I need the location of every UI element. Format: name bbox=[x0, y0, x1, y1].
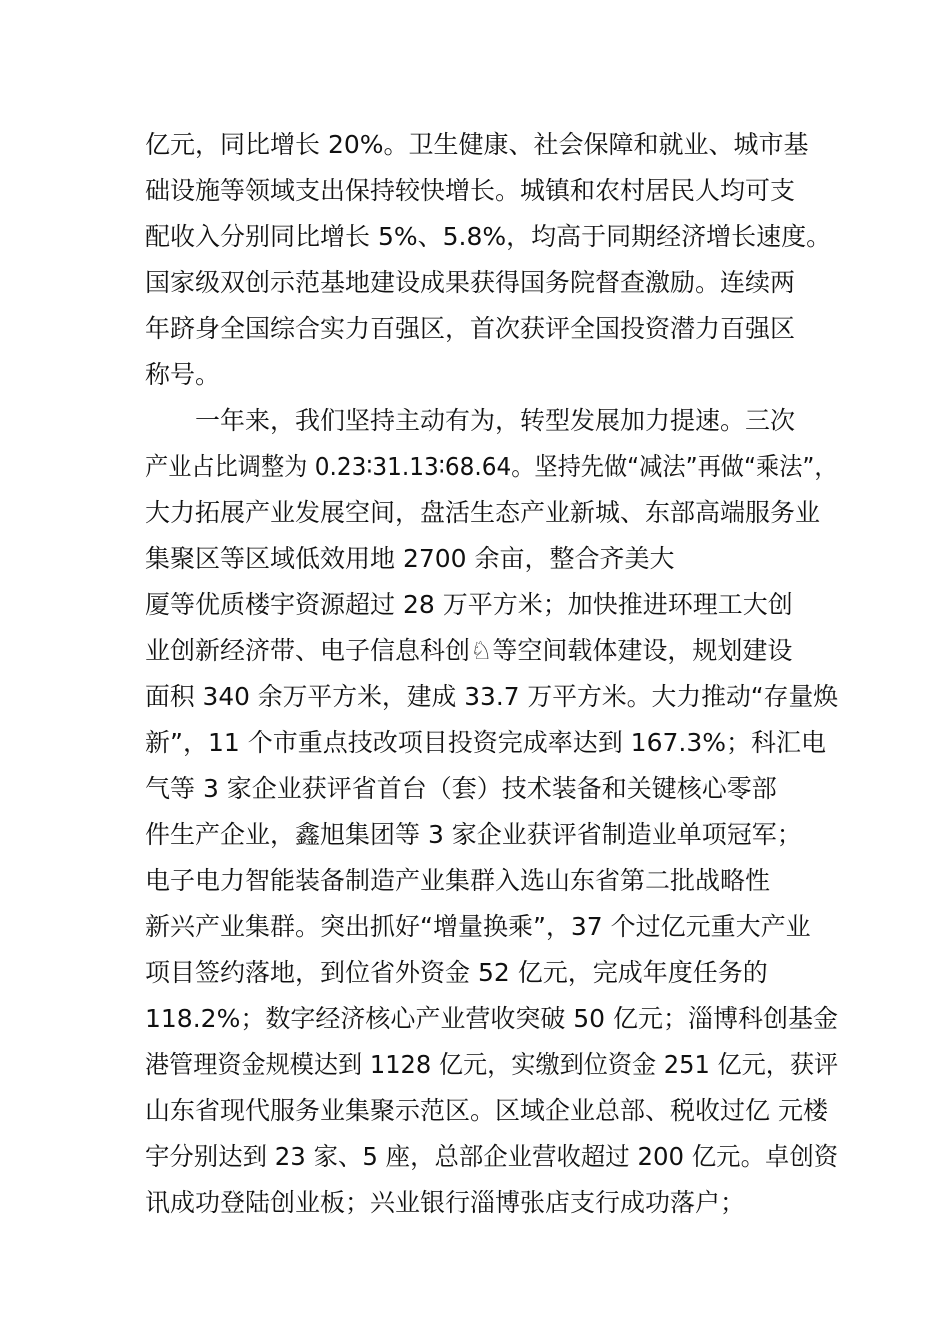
text-line: 集聚区等区域低效用地 2700 余亩，整合齐美大 bbox=[145, 544, 675, 573]
text-line: 础设施等领域支出保持较快增长。城镇和农村居民人均可支 bbox=[145, 176, 796, 205]
text-line: 新兴产业集群。突出抓好“增量换乘”，37 个过亿元重大产业 bbox=[145, 912, 811, 941]
paragraph-first-line: 一年来，我们坚持主动有为，转型发展加力提速。三次 bbox=[195, 406, 796, 435]
text-line: 大力拓展产业发展空间，盘活生态产业新城、东部高端服务业 bbox=[145, 498, 821, 527]
text-line: 业创新经济带、电子信息科创♘等空间载体建设，规划建设 bbox=[145, 636, 793, 665]
text-line: 气等 3 家企业获评省首台（套）技术装备和关键核心零部 bbox=[145, 774, 777, 803]
text-line: 山东省现代服务业集聚示范区。区域企业总部、税收过亿 元楼 bbox=[145, 1096, 828, 1125]
text-line: 宇分别达到 23 家、5 座，总部企业营收超过 200 亿元。卓创资 bbox=[145, 1142, 839, 1171]
text-line: 厦等优质楼宇资源超过 28 万平方米；加快推进环理工大创 bbox=[145, 590, 793, 619]
text-line: 电子电力智能装备制造产业集群入选山东省第二批战略性 bbox=[145, 866, 771, 895]
text-line: 年跻身全国综合实力百强区，首次获评全国投资潜力百强区 bbox=[145, 314, 796, 343]
text-line: 港管理资金规模达到 1128 亿元，实缴到位资金 251 亿元，获评 bbox=[145, 1050, 839, 1079]
text-line: 亿元，同比增长 20%。卫生健康、社会保障和就业、城市基 bbox=[145, 130, 809, 159]
text-line: 项目签约落地，到位省外资金 52 亿元，完成年度任务的 bbox=[145, 958, 768, 987]
text-line: 称号。 bbox=[145, 360, 221, 389]
text-line: 面积 340 余万平方米，建成 33.7 万平方米。大力推动“存量焕 bbox=[145, 682, 839, 711]
text-line: 产业占比调整为 0.23∶31.13∶68.64。坚持先做“减法”再做“乘法”， bbox=[145, 452, 838, 481]
text-line: 讯成功登陆创业板；兴业银行淄博张店支行成功落户； bbox=[145, 1188, 746, 1217]
text-line: 新”，11 个市重点技改项目投资完成率达到 167.3%；科汇电 bbox=[145, 728, 826, 757]
text-line: 118.2%；数字经济核心产业营收突破 50 亿元；淄博科创基金 bbox=[145, 1004, 839, 1033]
text-line: 国家级双创示范基地建设成果获得国务院督查激励。连续两 bbox=[145, 268, 796, 297]
text-line: 件生产企业，鑫旭集团等 3 家企业获评省制造业单项冠军； bbox=[145, 820, 802, 849]
text-line: 配收入分别同比增长 5%、5.8%，均高于同期经济增长速度。 bbox=[145, 222, 832, 251]
